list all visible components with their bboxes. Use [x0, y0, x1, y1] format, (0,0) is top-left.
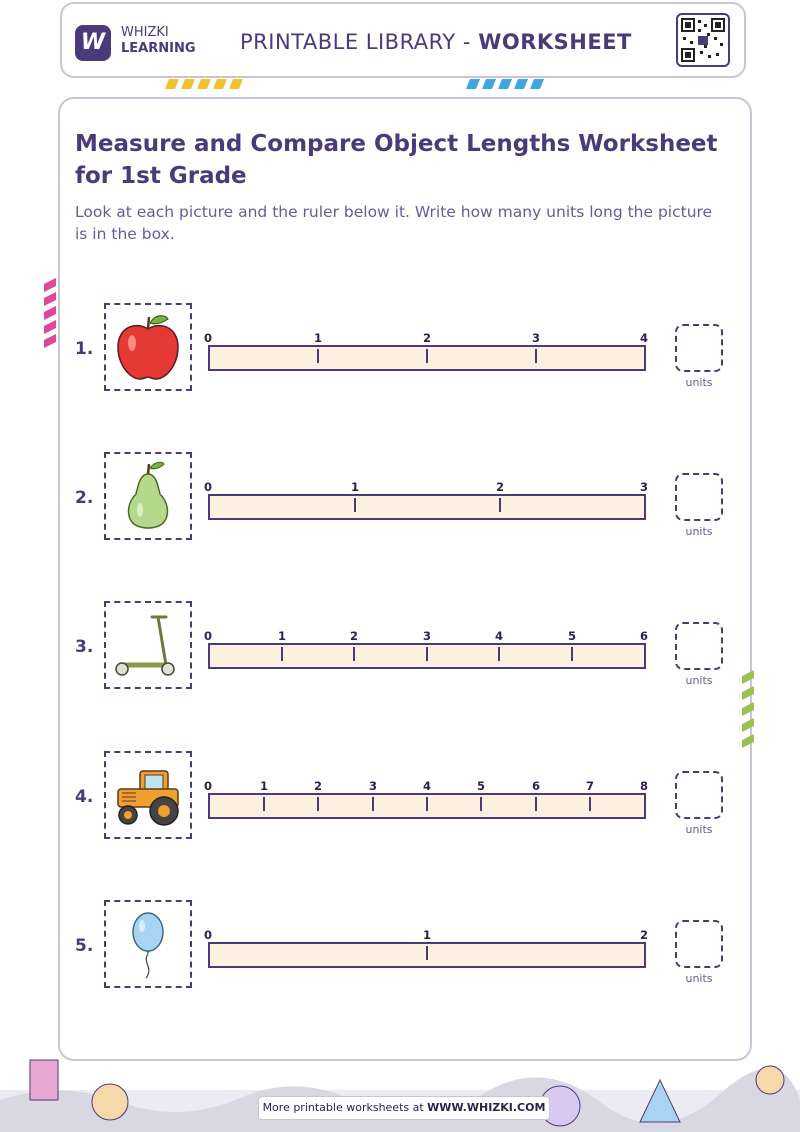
tick-label: 2 [495, 480, 504, 494]
pear-icon [106, 454, 190, 538]
scooter-icon [106, 603, 190, 687]
tick-label: 0 [203, 629, 212, 643]
logo-text [121, 25, 196, 57]
tractor-icon [106, 753, 190, 837]
tick-mark [426, 797, 428, 811]
tick-label: 3 [639, 480, 648, 494]
tick-mark [498, 647, 500, 661]
qr-code-icon [676, 13, 730, 67]
tick-label: 8 [639, 779, 648, 793]
whizki-logo: W [75, 25, 111, 61]
problem-number: 4. [75, 787, 94, 807]
worksheet-title: Measure and Compare Object Lengths Worksheet for 1st Grade [75, 131, 718, 189]
footer-site: WWW.WHIZKI.COM [427, 1101, 546, 1114]
tick-label: 1 [422, 928, 431, 942]
tick-label: 4 [494, 629, 503, 643]
problem-number: 3. [75, 637, 94, 657]
ruler [208, 494, 646, 520]
balloon-icon [106, 902, 190, 986]
tick-mark [535, 349, 537, 363]
tick-mark [571, 647, 573, 661]
tick-mark [317, 349, 319, 363]
tick-label: 0 [203, 779, 212, 793]
yellow-stripes-decoration [165, 79, 245, 89]
header-title [240, 30, 632, 54]
tick-mark [589, 797, 591, 811]
tick-label: 1 [350, 480, 359, 494]
answer-box[interactable] [675, 920, 723, 968]
answer-box[interactable] [675, 324, 723, 372]
tick-label: 4 [422, 779, 431, 793]
tick-label: 7 [585, 779, 594, 793]
tick-label: 6 [531, 779, 540, 793]
tick-mark [354, 498, 356, 512]
worksheet-instructions: Look at each picture and the ruler below it. Write how many units long the picture is in the box. [75, 203, 713, 243]
tick-label: 2 [349, 629, 358, 643]
units-label: units [685, 376, 713, 389]
answer-box[interactable] [675, 622, 723, 670]
units-label: units [685, 823, 713, 836]
tick-label: 3 [531, 331, 540, 345]
footer-link[interactable] [258, 1096, 550, 1120]
tick-label: 6 [639, 629, 648, 643]
header-title-bold: WORKSHEET [478, 30, 632, 54]
units-label: units [685, 525, 713, 538]
header-title-prefix: PRINTABLE LIBRARY - [240, 30, 479, 54]
tick-label: 1 [313, 331, 322, 345]
tick-mark [317, 797, 319, 811]
tick-mark [535, 797, 537, 811]
picture-frame [104, 751, 192, 839]
tick-label: 2 [313, 779, 322, 793]
picture-frame [104, 303, 192, 391]
tick-mark [281, 647, 283, 661]
tick-label: 1 [259, 779, 268, 793]
tick-label: 3 [422, 629, 431, 643]
tick-mark [499, 498, 501, 512]
tick-label: 2 [639, 928, 648, 942]
logo-line-2: LEARNING [121, 41, 196, 56]
tick-label: 4 [639, 331, 648, 345]
blue-stripes-decoration [466, 79, 546, 89]
tick-mark [426, 349, 428, 363]
picture-frame [104, 900, 192, 988]
tick-label: 0 [203, 928, 212, 942]
footer-text: More printable worksheets at [262, 1101, 428, 1114]
answer-box[interactable] [675, 473, 723, 521]
tick-mark [372, 797, 374, 811]
tick-mark [426, 647, 428, 661]
green-stripes-decoration [742, 670, 754, 758]
logo-line-1: WHIZKI [121, 25, 169, 40]
problem-number: 1. [75, 339, 94, 359]
pink-stripes-decoration [44, 278, 56, 350]
problem-number: 2. [75, 488, 94, 508]
tick-label: 0 [203, 331, 212, 345]
tick-label: 1 [277, 629, 286, 643]
units-label: units [685, 972, 713, 985]
apple-icon [106, 305, 190, 389]
tick-label: 5 [476, 779, 485, 793]
tick-mark [353, 647, 355, 661]
tick-mark [480, 797, 482, 811]
answer-box[interactable] [675, 771, 723, 819]
picture-frame [104, 452, 192, 540]
tick-label: 5 [567, 629, 576, 643]
tick-label: 0 [203, 480, 212, 494]
tick-mark [263, 797, 265, 811]
problem-number: 5. [75, 936, 94, 956]
tick-label: 3 [368, 779, 377, 793]
tick-mark [426, 946, 428, 960]
tick-label: 2 [422, 331, 431, 345]
units-label: units [685, 674, 713, 687]
picture-frame [104, 601, 192, 689]
